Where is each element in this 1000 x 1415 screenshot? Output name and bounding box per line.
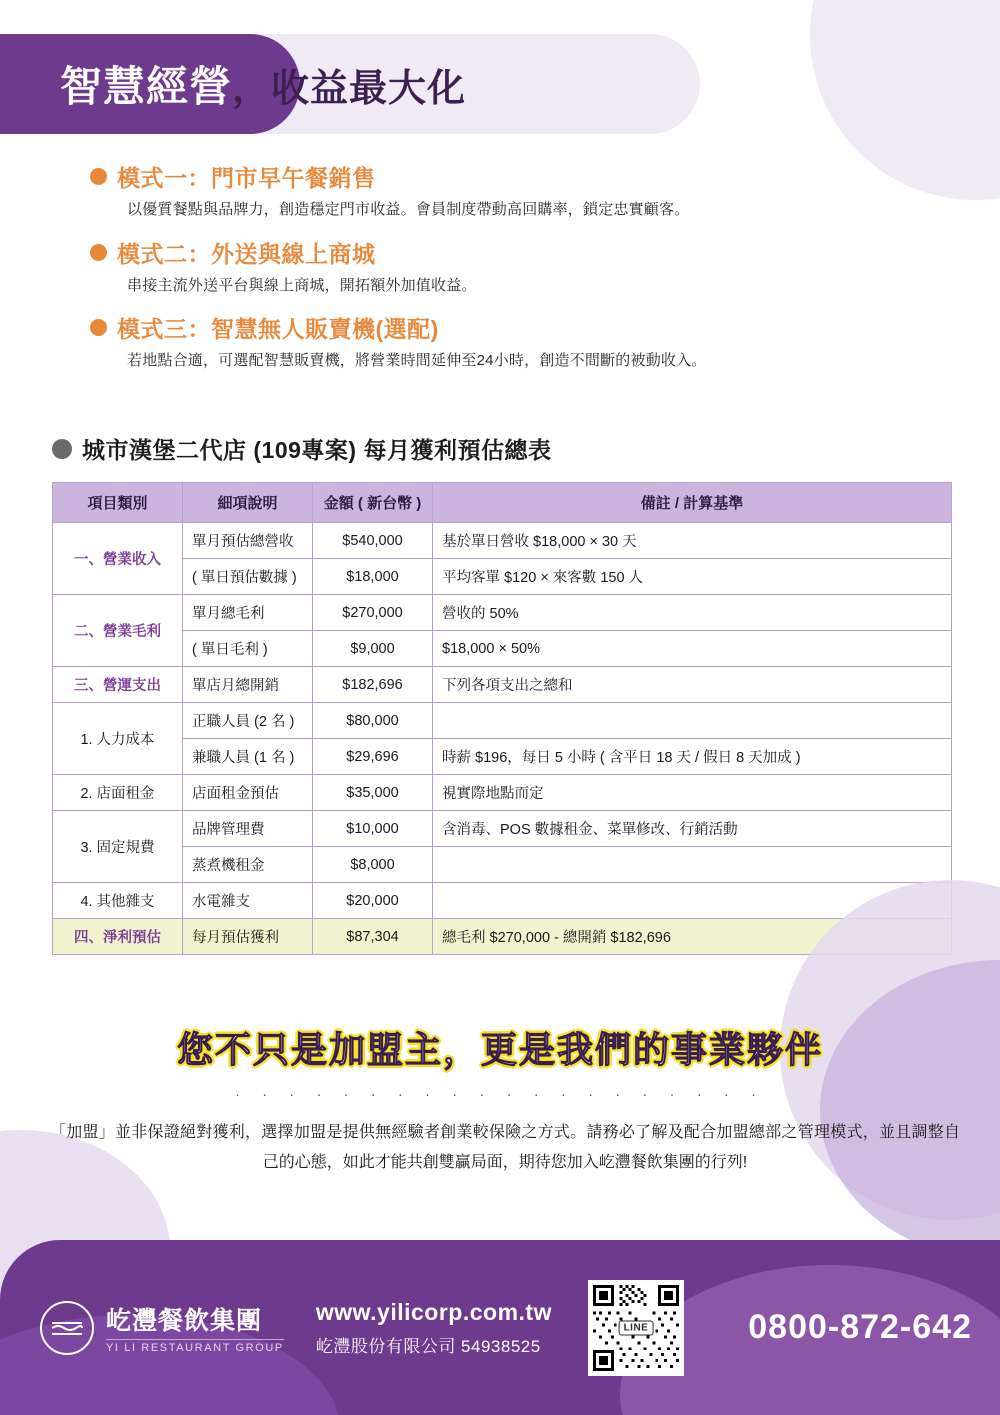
brand-logo: [40, 1301, 284, 1355]
table-header-row: [53, 483, 952, 523]
list-item: [90, 236, 940, 298]
cell-note: 總毛利 $270,000 - 總開銷 $182,696: [433, 919, 952, 955]
contact-website-block: [316, 1299, 552, 1357]
cell-item: 每月預估獲利: [183, 919, 313, 955]
cell-category: 四、淨利預估: [53, 919, 183, 955]
cell-category: 1. 人力成本: [53, 703, 183, 775]
list-item: [90, 160, 940, 222]
mode-title: 模式一：門市早午餐銷售: [117, 165, 376, 191]
disclaimer-text: [50, 1118, 960, 1179]
cell-item: 單月總毛利: [183, 595, 313, 631]
cell-item: ( 單日毛利 ): [183, 631, 313, 667]
bullet-dot-icon: [90, 244, 107, 261]
cell-item: 店面租金預估: [183, 775, 313, 811]
cell-note: [433, 847, 952, 883]
logo-mark-icon: [40, 1301, 94, 1355]
table-row: [53, 667, 952, 703]
table-row: [53, 775, 952, 811]
cell-item: 正職人員 (2 名 ): [183, 703, 313, 739]
business-modes-list: [90, 160, 940, 387]
logo-text-en: YI LI RESTAURANT GROUP: [106, 1339, 284, 1354]
cell-amount: $35,000: [313, 775, 433, 811]
line-label: LINE: [619, 1320, 654, 1335]
table-row: [53, 523, 952, 559]
cell-note: 下列各項支出之總和: [433, 667, 952, 703]
mode-title: 模式二：外送與線上商城: [117, 240, 376, 267]
column-header-category: 項目類別: [53, 483, 183, 523]
disclaimer-paragraph: 「加盟」並非保證絕對獲利，選擇加盟是提供無經驗者創業較保險之方式。請務必了解及配合加盟總部之管理模式，並且調整自己的心態，如此才能共創雙贏局面，期待您加入屹灃餐飲集團的行列!: [50, 1124, 960, 1172]
cell-note: 平均客單 $120 × 來客數 150 人: [433, 559, 952, 595]
cell-amount: $18,000: [313, 559, 433, 595]
footer: [0, 1240, 1000, 1415]
cell-item: 蒸煮機租金: [183, 847, 313, 883]
cell-category: 二、營業毛利: [53, 595, 183, 667]
website-url[interactable]: www.yilicorp.com.tw: [315, 1298, 552, 1325]
cell-amount: $29,696: [313, 739, 433, 775]
table-row: [53, 883, 952, 919]
table-heading: [52, 432, 551, 465]
table-row: [53, 631, 952, 667]
column-header-note: 備註 / 計算基準: [433, 483, 952, 523]
cell-amount: $8,000: [313, 847, 433, 883]
cell-category: 3. 固定規費: [53, 811, 183, 883]
cell-amount: $80,000: [313, 703, 433, 739]
cell-category: 4. 其他雜支: [53, 883, 183, 919]
cell-amount: $182,696: [313, 667, 433, 703]
column-header-item: 細項說明: [183, 483, 313, 523]
cell-category: 一、營業收入: [53, 523, 183, 595]
table-title: 城市漢堡二代店 (109專案) 每月獲利預估總表: [82, 437, 552, 463]
company-registration: 屹灃股份有限公司 54938525: [315, 1336, 541, 1356]
cell-note: 基於單日營收 $18,000 × 30 天: [433, 523, 952, 559]
contact-phone[interactable]: 0800-872-642: [748, 1308, 972, 1346]
profit-estimate-table: [52, 482, 952, 955]
cell-item: 單月預估總營收: [183, 523, 313, 559]
cell-amount: $10,000: [313, 811, 433, 847]
mode-description: 串接主流外送平台與線上商城，開拓額外加值收益。: [127, 276, 477, 294]
list-item: [90, 311, 940, 373]
cell-amount: $9,000: [313, 631, 433, 667]
cell-item: 品牌管理費: [183, 811, 313, 847]
bullet-dot-icon: [90, 319, 107, 336]
mode-description: 若地點合適，可選配智慧販賣機，將營業時間延伸至24小時，創造不間斷的被動收入。: [127, 352, 707, 369]
page-title-secondary: ，收益最大化: [232, 67, 467, 110]
headline-banner: 您不只是加盟主，更是我們的事業夥伴: [176, 1029, 823, 1070]
cell-amount: $87,304: [313, 919, 433, 955]
cell-note: 時薪 $196，每日 5 小時 ( 含平日 18 天 / 假日 8 天加成 ): [433, 739, 952, 775]
table-row: [53, 559, 952, 595]
cell-note: $18,000 × 50%: [433, 631, 952, 667]
mode-description: 以優質餐點與品牌力，創造穩定門市收益。會員制度帶動高回購率，鎖定忠實顧客。: [127, 201, 690, 218]
line-qr-code[interactable]: [588, 1280, 684, 1376]
table-row: [53, 595, 952, 631]
cell-category: 2. 店面租金: [53, 775, 183, 811]
cell-note: 含消毒、POS 數據租金、菜單修改、行銷活動: [433, 811, 952, 847]
cell-item: 單店月總開銷: [183, 667, 313, 703]
cell-note: 營收的 50%: [433, 595, 952, 631]
cell-category: 三、營運支出: [53, 667, 183, 703]
table-row: [53, 703, 952, 739]
cell-note: [433, 703, 952, 739]
page-title-primary: 智慧經營: [60, 63, 233, 110]
cell-item: 水電雜支: [183, 883, 313, 919]
cell-amount: $20,000: [313, 883, 433, 919]
bullet-dot-icon: [52, 439, 72, 459]
dotted-divider: · · · · · · · · · · · · · · · · · · · ·: [234, 1086, 766, 1103]
table-row: [53, 847, 952, 883]
mode-title: 模式三：智慧無人販賣機(選配): [117, 316, 439, 342]
page-title: [60, 52, 466, 116]
cell-amount: $270,000: [313, 595, 433, 631]
bullet-dot-icon: [90, 168, 107, 185]
column-header-amount: 金額 ( 新台幣 ): [313, 483, 433, 523]
table-row: [53, 811, 952, 847]
cell-note: 視實際地點而定: [433, 775, 952, 811]
table-row: [53, 739, 952, 775]
cell-item: 兼職人員 (1 名 ): [183, 739, 313, 775]
cell-item: ( 單日預估數據 ): [183, 559, 313, 595]
cell-amount: $540,000: [313, 523, 433, 559]
logo-text-cn: 屹灃餐飲集團: [106, 1307, 263, 1335]
